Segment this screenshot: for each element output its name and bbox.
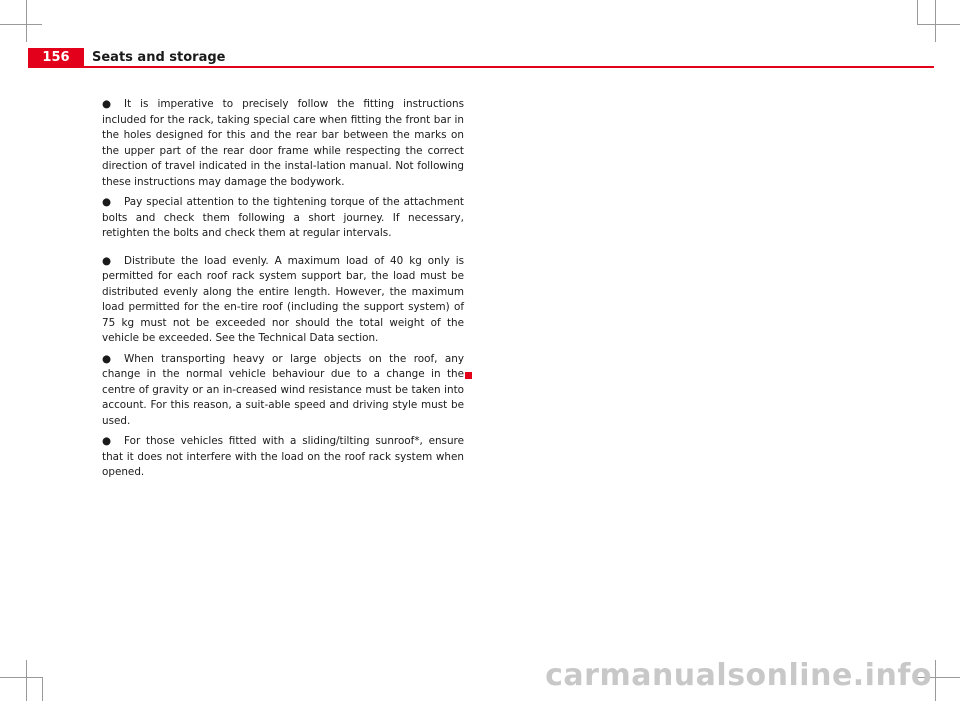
crop-mark	[0, 24, 42, 25]
crop-mark	[917, 24, 960, 25]
bullet-icon: ●	[102, 254, 112, 267]
list-item-text: Pay special attention to the tightening torque of the attachment bolts and check them following a short journey. If necessary, retighten the bolts and check them at regular intervals.	[102, 196, 464, 239]
crop-mark	[935, 660, 936, 701]
list-item	[102, 97, 464, 190]
crop-mark	[0, 677, 43, 678]
warning-list	[102, 97, 464, 481]
page-number: 156	[28, 48, 84, 68]
bullet-icon: ●	[102, 98, 112, 110]
crop-mark	[935, 0, 936, 42]
list-item	[102, 352, 464, 430]
list-item	[102, 434, 464, 481]
crop-mark	[42, 677, 43, 701]
crop-mark	[917, 0, 918, 24]
bullet-icon: ●	[102, 196, 112, 208]
bullet-icon: ●	[102, 352, 112, 365]
list-item	[102, 254, 464, 347]
section-end-marker	[465, 372, 472, 379]
crop-mark	[26, 660, 27, 701]
section-title: Seats and storage	[92, 50, 226, 65]
crop-mark	[26, 0, 27, 42]
list-item	[102, 195, 464, 242]
bullet-icon: ●	[102, 435, 112, 447]
list-item-text: When transporting heavy or large objects on the roof, any change in the normal vehicle behaviour due to a change in the centre of gravity or an in-creased wind resistance must be taken into account. For this reason, a suit-able speed and driving style must be used.	[102, 352, 464, 427]
header-rule	[84, 66, 934, 68]
list-item-text: Distribute the load evenly. A maximum load of 40 kg only is permitted for each roof rack system support bar, the load must be distributed evenly along the entire length. However, the maximum load permitted for the en-tire roof (including the support system) of 75 kg must not be exceeded nor should the total weight of the vehicle be exceeded. See the Technical Data section.	[102, 254, 464, 344]
watermark: carmanualsonline.info	[545, 658, 932, 693]
list-item-text: For those vehicles fitted with a sliding/tilting sunroof*, ensure that it does not interfere with the load on the roof rack system when opened.	[102, 435, 464, 478]
list-item-text: It is imperative to precisely follow the fitting instructions included for the rack, taking special care when fitting the front bar in the holes designed for this and the rear bar between the marks on the upper part of the rear door frame while respecting the correct direction of travel indicated in the instal-lation manual. Not following these instructions may damage the bodywork.	[102, 98, 464, 188]
